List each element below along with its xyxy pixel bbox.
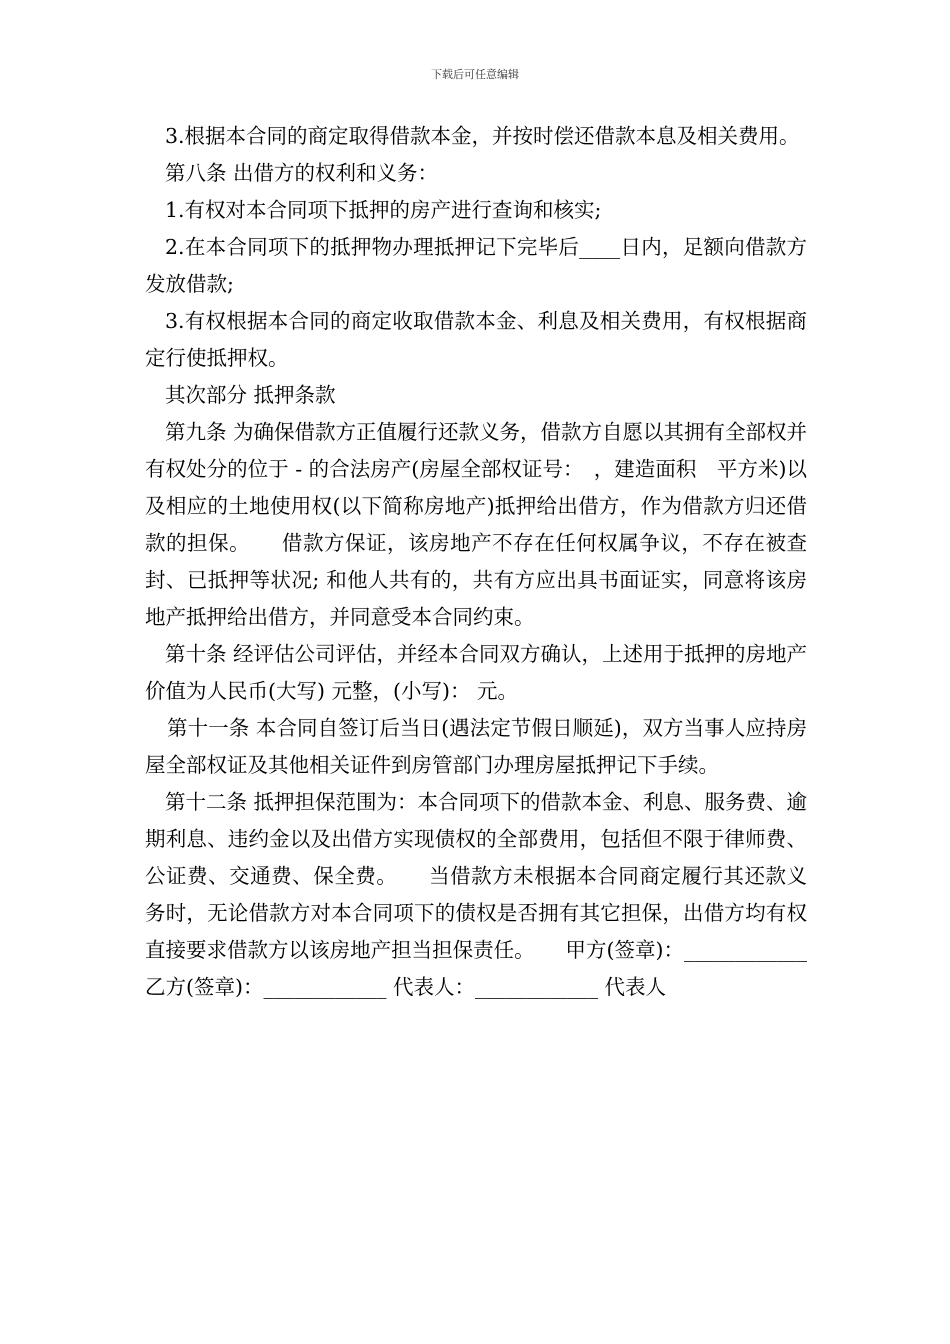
- paragraph-article-9: 第九条 为确保借款方正值履行还款义务，借款方自愿以其拥有全部权并有权处分的位于 - 的合法房产(房屋全部权证号： ，建造面积 平方米)以及相应的土地使用权(以下简称房地产)抵押给出借方，作为借款方归还借款的担保。 借款方保证，该房地产不存在任何权属争议，不存在被查封、已抵押等状况; 和他人共有的，共有方应出具书面证实，同意将该房地产抵押给出借方，并同意受本合同约束。: [145, 420, 808, 629]
- paragraph-part-2-title: 其次部分 抵押条款: [165, 383, 336, 407]
- paragraph-lender-right-3: 3.有权根据本合同的商定收取借款本金、利息及相关费用，有权根据商定行使抵押权。: [145, 309, 807, 370]
- paragraph-article-10: 第十条 经评估公司评估，并经本合同双方确认，上述用于抵押的房地产价值为人民币(大写) 元整，(小写)： 元。: [145, 642, 808, 703]
- paragraph-article-8-title: 第八条 出借方的权利和义务：: [165, 161, 439, 185]
- paragraph-article-12-and-signatures: 第十二条 抵押担保范围为：本合同项下的借款本金、利息、服务费、逾期利息、违约金以及出借方实现债权的全部费用，包括但不限于律师费、公证费、交通费、保全费。 当借款方未根据本合同商定履行其还款义务时，无论借款方对本合同项下的债权是否拥有其它担保，出借方均有权直接要求借款方以该房地产担当担保责任。 甲方(签章)：____________ 乙方(签章)：____________ 代表人：____________ 代表人: [145, 790, 808, 999]
- page-header-note: 下载后可任意编辑: [431, 68, 519, 81]
- paragraph-borrower-obligation-3: 3.根据本合同的商定取得借款本金，并按时偿还借款本息及相关费用。: [165, 124, 800, 148]
- paragraph-article-11: 第十一条 本合同自签订后当日(遇法定节假日顺延)，双方当事人应持房屋全部权证及其他相关证件到房管部门办理房屋抵押记下手续。: [145, 716, 807, 777]
- paragraph-lender-right-2: 2.在本合同项下的抵押物办理抵押记下完毕后____日内，足额向借款方发放借款;: [145, 235, 807, 296]
- paragraph-lender-right-1: 1.有权对本合同项下抵押的房产进行查询和核实;: [165, 198, 602, 222]
- document-body: [145, 118, 807, 1006]
